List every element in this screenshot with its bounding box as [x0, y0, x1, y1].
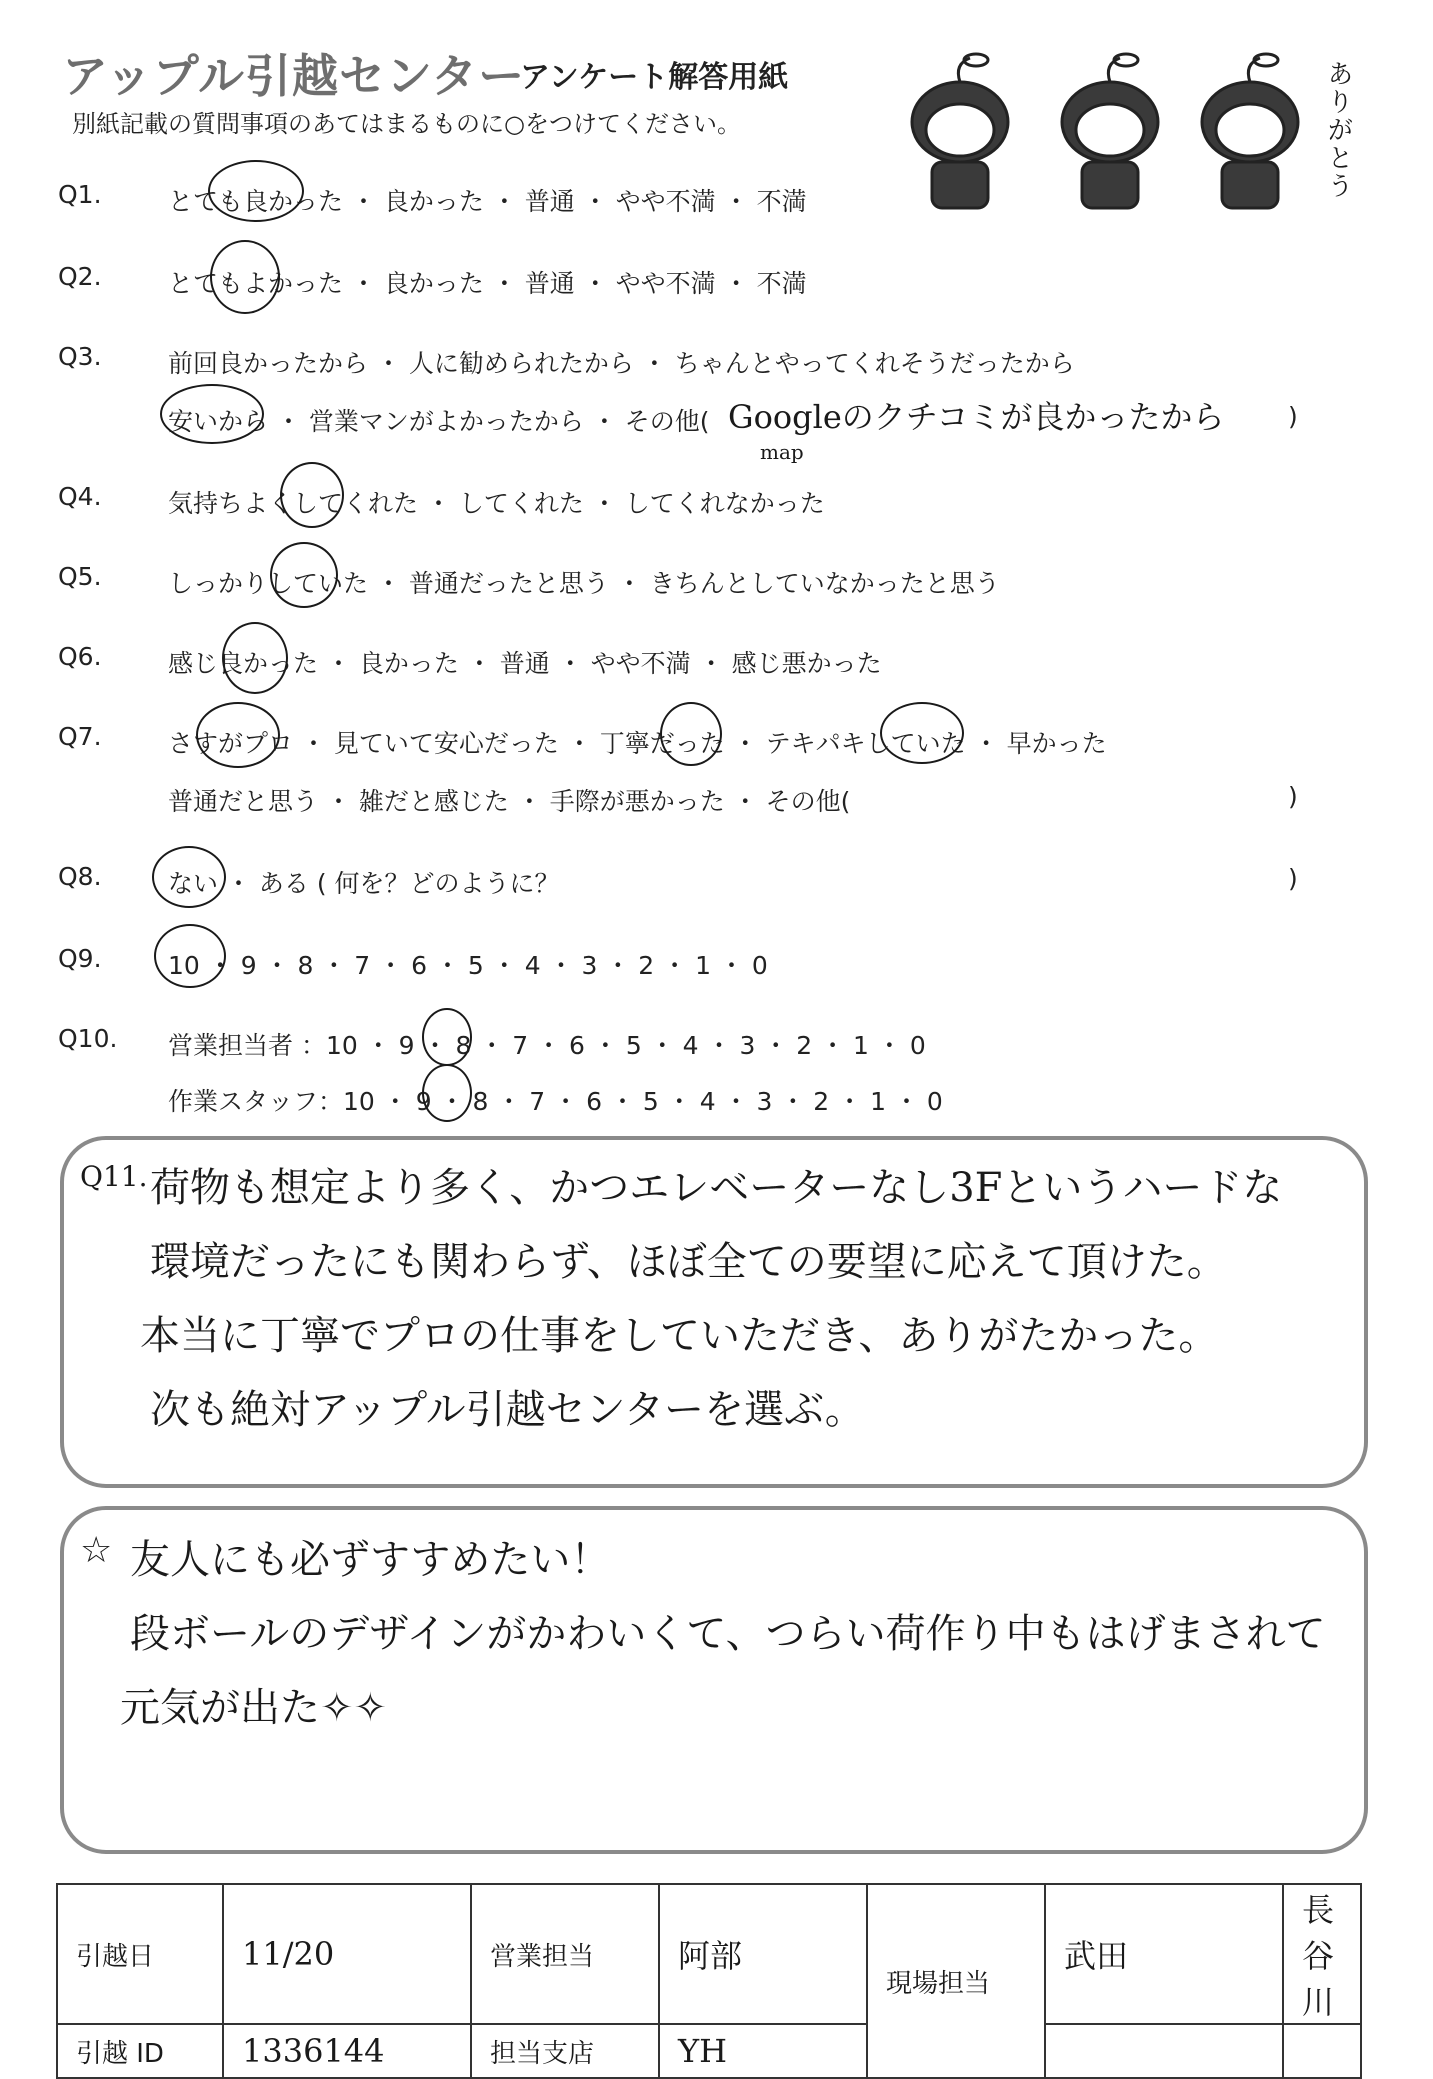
q9-selected-circle	[154, 924, 226, 988]
q3-options-line1[interactable]: 前回良かったから ・ 人に勧められたから ・ ちゃんとやってくれそうだったから	[168, 349, 1075, 378]
branch-value: YH	[659, 2024, 867, 2078]
q3-other-answer: Googleのクチコミが良かったから	[728, 398, 1225, 436]
q7-selected-circle-1	[196, 702, 280, 768]
move-date-value: 11/20	[223, 1884, 471, 2024]
q8-selected-circle	[152, 846, 226, 908]
q3-selected-circle	[160, 384, 264, 444]
q11-line-3: 本当に丁寧でプロの仕事をしていただき、ありがたかった。	[140, 1313, 1219, 1359]
free-comment-line-1: 友人にも必ずすすめたい！	[130, 1537, 611, 1583]
q1-options[interactable]: とても良かった ・ 良かった ・ 普通 ・ やや不満 ・ 不満	[168, 187, 807, 216]
q7-close-paren: )	[1288, 782, 1298, 811]
branch-label: 担当支店	[471, 2024, 659, 2078]
move-date-label: 引越日	[57, 1884, 223, 2024]
q4-selected-circle	[280, 462, 344, 528]
q10-staff-options[interactable]: 作業スタッフ：10 ・ 9 ・ 8 ・ 7 ・ 6 ・ 5 ・ 4 ・ 3 ・ 2 ・ 1 ・ 0	[168, 1087, 943, 1116]
free-comment-line-2: 段ボールのデザインがかわいくて、つらい荷作り中もはげまされて	[130, 1611, 1326, 1657]
q11-line-4: 次も絶対アップル引越センターを選ぶ。	[150, 1387, 865, 1433]
q1-selected-circle	[208, 160, 304, 222]
form-title: アップル引越センター	[62, 49, 526, 103]
site-rep-label: 現場担当	[867, 1884, 1045, 2078]
q11-line-2: 環境だったにも関わらず、ほぼ全ての要望に応えて頂けた。	[150, 1239, 1227, 1285]
q6-options[interactable]: 感じ良かった ・ 良かった ・ 普通 ・ やや不満 ・ 感じ悪かった	[168, 649, 882, 678]
q7-label: Q7.	[58, 722, 102, 751]
q2-options[interactable]: とてもよかった ・ 良かった ・ 普通 ・ やや不満 ・ 不満	[168, 269, 807, 298]
star-icon: ☆	[80, 1530, 113, 1571]
q2-selected-circle	[210, 240, 280, 314]
q5-selected-circle	[270, 542, 338, 608]
q3-label: Q3.	[58, 342, 102, 371]
q10-sales-options[interactable]: 営業担当者 ：10 ・ 9 ・ 8 ・ 7 ・ 6 ・ 5 ・ 4 ・ 3 ・ 2 ・ 1 ・ 0	[168, 1031, 926, 1060]
site-rep-empty-2	[1283, 2024, 1361, 2078]
move-info-table	[56, 1883, 1362, 2079]
thanks-text: ありがとう	[1323, 60, 1353, 200]
site-rep-empty-1	[1045, 2024, 1283, 2078]
q9-label: Q9.	[58, 944, 102, 973]
mascot-illustration	[880, 42, 1350, 222]
free-comment-line-3: 元気が出た✧✧	[120, 1685, 388, 1731]
q3-options-line2[interactable]: 安いから ・ 営業マンがよかったから ・ その他(	[168, 407, 710, 436]
q11-line-1: 荷物も想定より多く、かつエレベーターなし3Fというハードな	[150, 1165, 1283, 1211]
instruction-text: 別紙記載の質問事項のあてはまるものに○をつけてください。	[72, 110, 741, 138]
sales-rep-label: 営業担当	[471, 1884, 659, 2024]
q7-options-line1[interactable]: さすがプロ ・ 見ていて安心だった ・ 丁寧だった ・ テキパキしていた ・ 早かった	[168, 729, 1107, 758]
q6-selected-circle	[222, 622, 288, 694]
q9-options[interactable]: 10 ・ 9 ・ 8 ・ 7 ・ 6 ・ 5 ・ 4 ・ 3 ・ 2 ・ 1 ・ 0	[168, 951, 768, 980]
move-id-label: 引越 ID	[57, 2024, 223, 2078]
q7-selected-circle-3	[880, 702, 964, 764]
q8-label: Q8.	[58, 862, 102, 891]
q7-selected-circle-2	[660, 702, 722, 766]
q11-label: Q11.	[80, 1160, 148, 1193]
q10-staff-selected-circle	[422, 1064, 472, 1122]
q3-close-paren: )	[1288, 402, 1298, 431]
q8-options[interactable]: ない ・ ある ( 何を？どのように？	[168, 869, 560, 898]
q5-options[interactable]: しっかりしていた ・ 普通だったと思う ・ きちんとしていなかったと思う	[168, 569, 1000, 598]
q2-label: Q2.	[58, 262, 102, 291]
q7-options-line2[interactable]: 普通だと思う ・ 雑だと感じた ・ 手際が悪かった ・ その他(	[168, 787, 851, 816]
q10-label: Q10.	[58, 1024, 118, 1053]
site-rep-value-1: 武田	[1045, 1884, 1283, 2024]
q5-label: Q5.	[58, 562, 102, 591]
q4-label: Q4.	[58, 482, 102, 511]
q8-close-paren: )	[1288, 864, 1298, 893]
move-id-value: 1336144	[223, 2024, 471, 2078]
q3-map-note: map	[760, 440, 804, 464]
sales-rep-value: 阿部	[659, 1884, 867, 2024]
q1-label: Q1.	[58, 180, 102, 209]
q10-sales-selected-circle	[422, 1008, 472, 1066]
q6-label: Q6.	[58, 642, 102, 671]
form-subtitle: アンケート解答用紙	[520, 60, 789, 95]
site-rep-value-2: 長谷川	[1283, 1884, 1361, 2024]
q4-options[interactable]: 気持ちよくしてくれた ・ してくれた ・ してくれなかった	[168, 489, 825, 518]
